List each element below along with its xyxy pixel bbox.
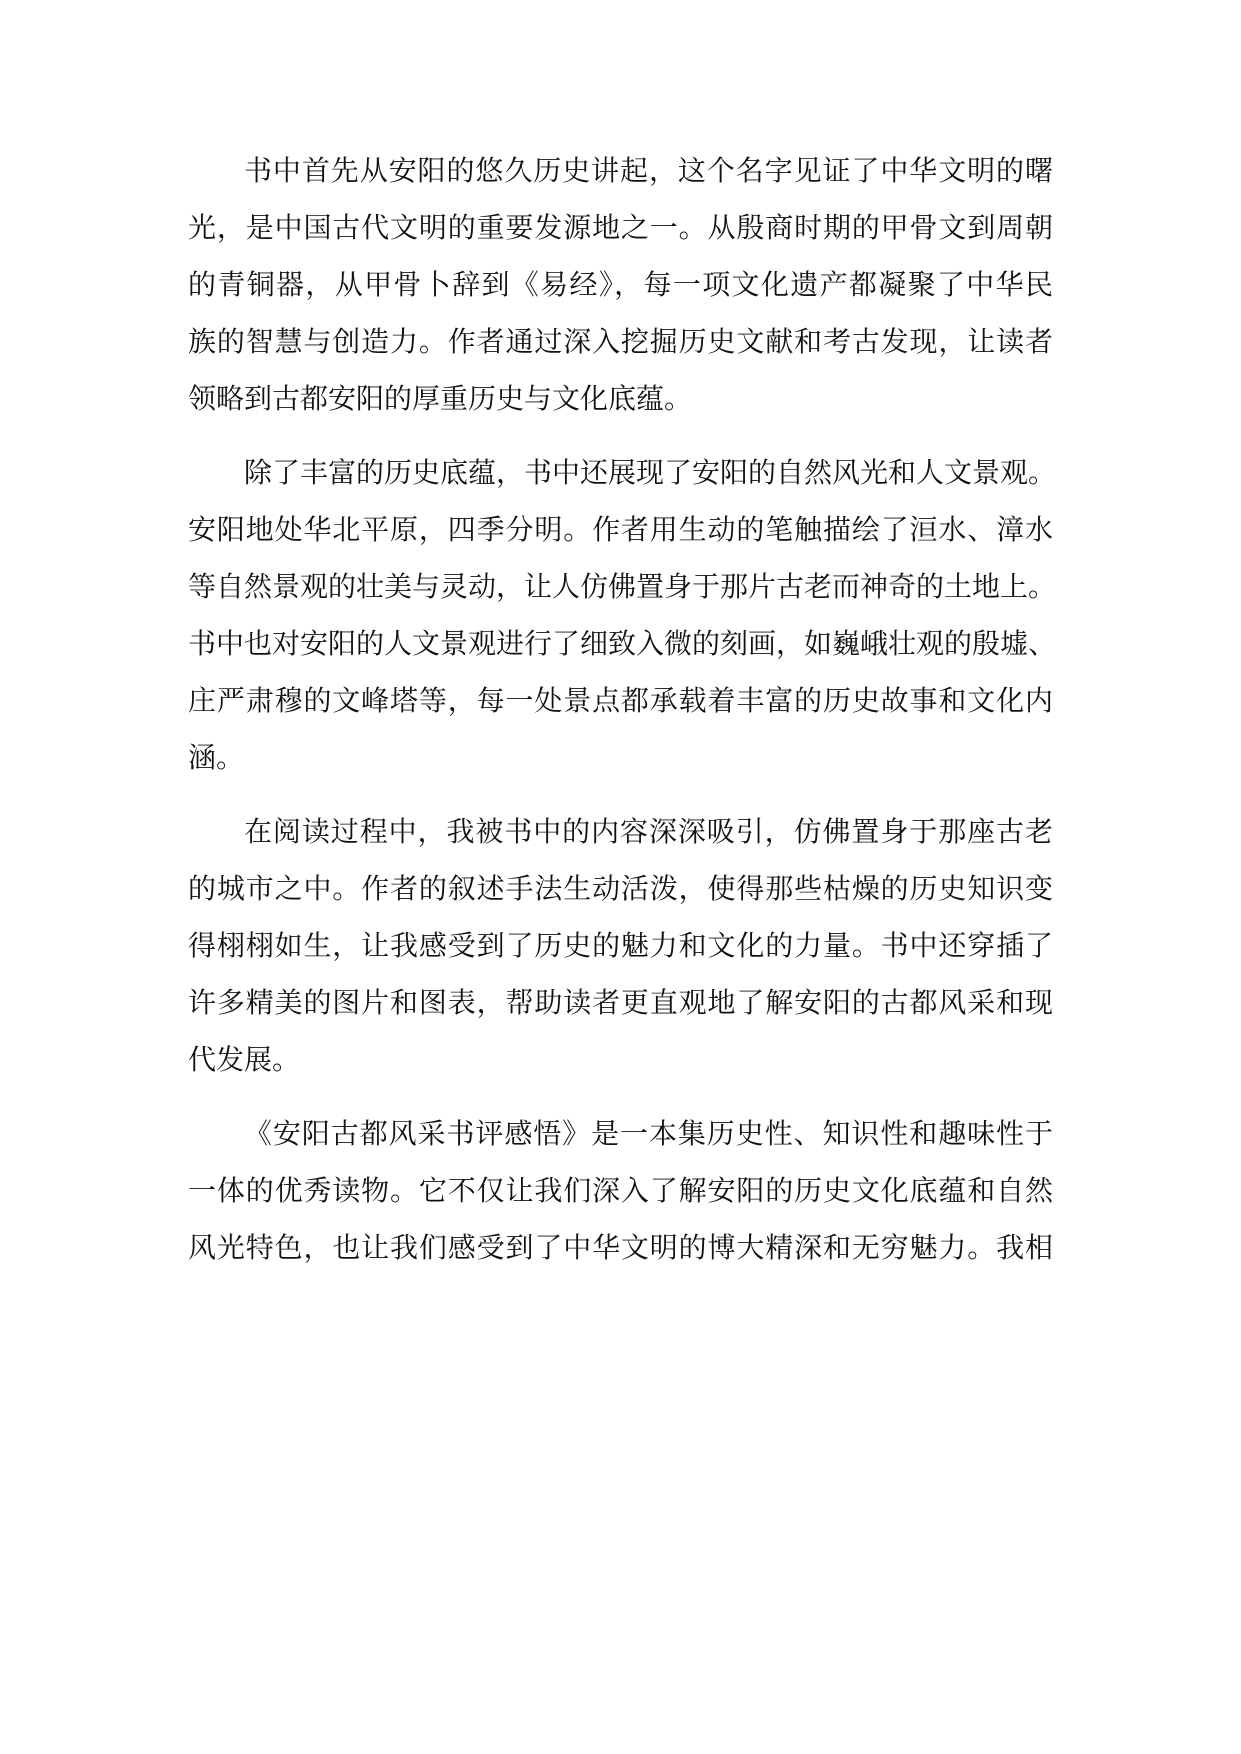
text-line: 的城市之中。作者的叙述手法生动活泼，使得那些枯燥的历史知识变	[188, 872, 1053, 905]
text-line: 代发展。	[188, 1043, 301, 1076]
text-line: 一体的优秀读物。它不仅让我们深入了解安阳的历史文化底蕴和自然	[188, 1174, 1053, 1207]
text-line: 的青铜器，从甲骨卜辞到《易经》，每一项文化遗产都凝聚了中华民	[188, 268, 1053, 301]
paragraph-4	[188, 1105, 1053, 1276]
text-line: 在阅读过程中，我被书中的内容深深吸引，仿佛置身于那座古老	[244, 815, 1053, 848]
text-line: 书中首先从安阳的悠久历史讲起，这个名字见证了中华文明的曙	[244, 154, 1053, 187]
body-text	[188, 142, 1057, 1293]
text-line: 族的智慧与创造力。作者通过深入挖掘历史文献和考古发现，让读者	[188, 325, 1053, 358]
text-line: 安阳地处华北平原，四季分明。作者用生动的笔触描绘了洹水、漳水	[188, 513, 1053, 546]
text-line: 除了丰富的历史底蕴，书中还展现了安阳的自然风光和人文景观。	[244, 456, 1057, 489]
text-line: 许多精美的图片和图表，帮助读者更直观地了解安阳的古都风采和现	[188, 986, 1053, 1019]
text-line: 领略到古都安阳的厚重历史与文化底蕴。	[188, 382, 693, 415]
paragraph-1	[188, 142, 1053, 427]
text-line: 《安阳古都风采书评感悟》是一本集历史性、知识性和趣味性于	[244, 1117, 1053, 1150]
text-line: 涵。	[188, 741, 245, 774]
text-line: 庄严肃穆的文峰塔等，每一处景点都承载着丰富的历史故事和文化内	[188, 684, 1053, 717]
text-line: 书中也对安阳的人文景观进行了细致入微的刻画，如巍峨壮观的殷墟、	[188, 627, 1057, 660]
text-line: 风光特色，也让我们感受到了中华文明的博大精深和无穷魅力。我相	[188, 1231, 1053, 1264]
text-line: 等自然景观的壮美与灵动，让人仿佛置身于那片古老而神奇的土地上。	[188, 570, 1057, 603]
text-line: 得栩栩如生，让我感受到了历史的魅力和文化的力量。书中还穿插了	[188, 929, 1053, 962]
text-line: 光，是中国古代文明的重要发源地之一。从殷商时期的甲骨文到周朝	[188, 211, 1053, 244]
paragraph-3	[188, 803, 1053, 1088]
paragraph-2	[188, 444, 1057, 786]
